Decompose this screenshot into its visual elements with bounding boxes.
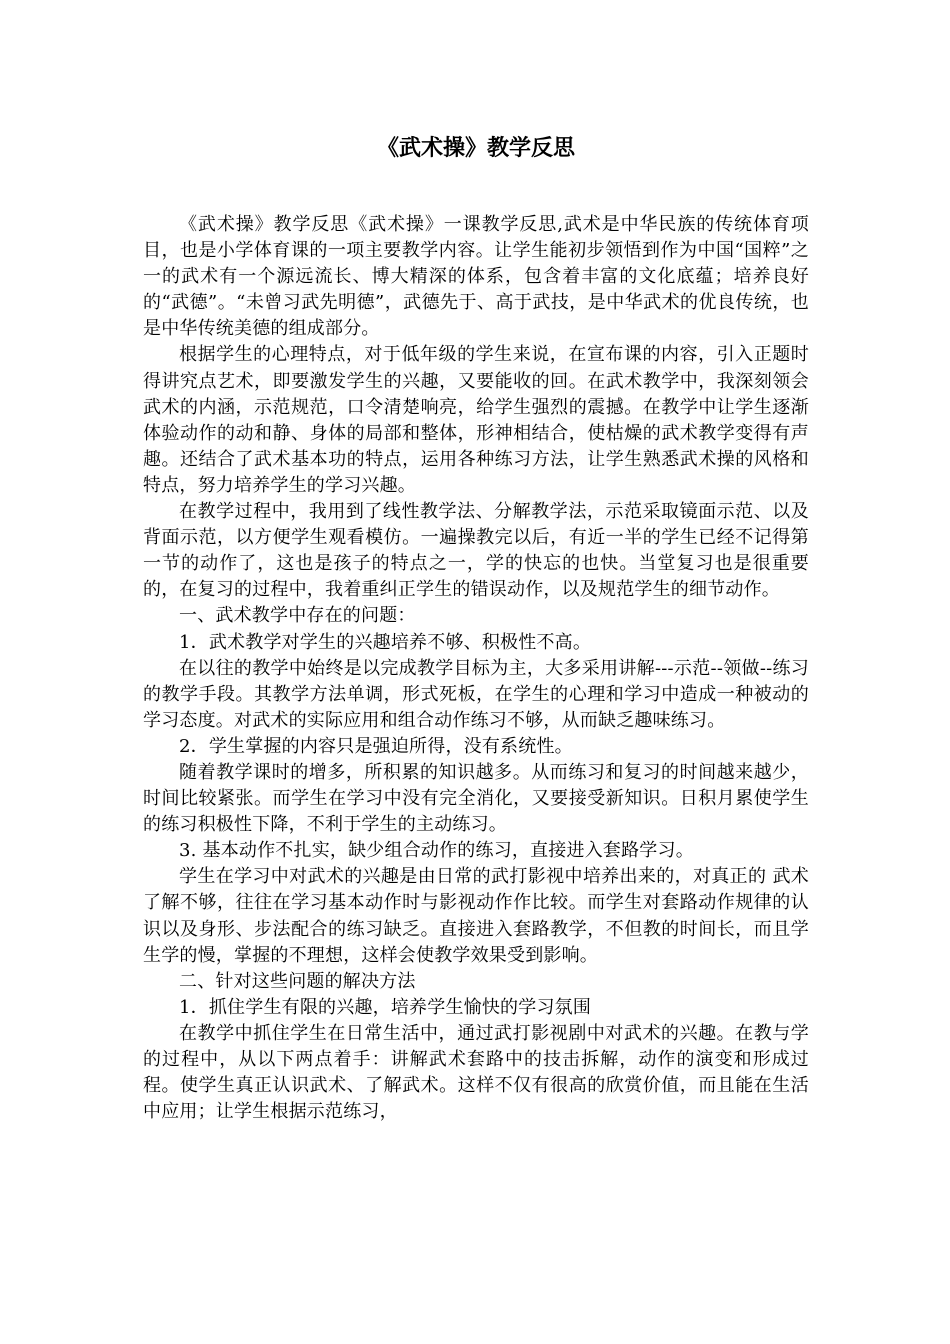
- paragraph: 《武术操》教学反思《武术操》一课教学反思,武术是中华民族的传统体育项目，也是小学体育课的一项主要教学内容。让学生能初步领悟到作为中国“国粹”之一的武术有一个源远流长、博大精深的体系，包含着丰富的文化底蕴；培养良好的“武德”。“未曾习武先明德”，武德先于、高于武技，是中华武术的优良传统，也是中华传统美德的组成部分。: [143, 214, 809, 340]
- document-body: [143, 212, 809, 1125]
- subsection-heading: 2．学生掌握的内容只是强迫所得，没有系统性。: [179, 735, 573, 757]
- section-heading: 二、针对这些问题的解决方法: [179, 970, 416, 992]
- section-heading: 一、武术教学中存在的问题：: [179, 605, 416, 627]
- paragraph: 在以往的教学中始终是以完成教学目标为主，大多采用讲解---示范--领做--练习的教学手段。其教学方法单调，形式死板，在学生的心理和学习中造成一种被动的学习态度。对武术的实际应用和组合动作练习不够，从而缺乏趣味练习。: [143, 657, 809, 731]
- subsection-heading: 1．武术教学对学生的兴趣培养不够、积极性不高。: [179, 631, 592, 653]
- paragraph: 随着教学课时的增多，所积累的知识越多。从而练习和复习的时间越来越少，时间比较紧张。而学生在学习中没有完全消化，又要接受新知识。日积月累使学生的练习积极性下降，不利于学生的主动练习。: [143, 761, 809, 836]
- paragraph: 学生在学习中对武术的兴趣是由日常的武打影视中培养出来的，对真正的 武术了解不够，往往在学习基本动作时与影视动作作比较。而学生对套路动作规律的认识以及身形、步法配合的练习缺乏。直接进入套路教学，不但教的时间长，而且学生学的慢，掌握的不理想，这样会使教学效果受到影响。: [143, 866, 809, 966]
- paragraph: 在教学过程中，我用到了线性教学法、分解教学法，示范采取镜面示范、以及背面示范，以方便学生观看模仿。一遍操教完以后，有近一半的学生已经不记得第一节的动作了，这也是孩子的特点之一，学的快忘的也快。当堂复习也是很重要的，在复习的过程中，我着重纠正学生的错误动作，以及规范学生的细节动作。: [143, 501, 809, 601]
- subsection-heading: 1．抓住学生有限的兴趣，培养学生愉快的学习氛围: [179, 996, 592, 1018]
- paragraph: 在教学中抓住学生在日常生活中，通过武打影视剧中对武术的兴趣。在教与学的过程中，从以下两点着手：讲解武术套路中的技击拆解，动作的演变和形成过程。使学生真正认识武术、了解武术。这样不仅有很高的欣赏价值，而且能在生活中应用；让学生根据示范练习，: [143, 1022, 809, 1123]
- paragraph: 根据学生的心理特点，对于低年级的学生来说，在宣布课的内容，引入正题时得讲究点艺术，即要激发学生的兴趣，又要能收的回。在武术教学中，我深刻领会武术的内涵，示范规范，口令清楚响亮，给学生强烈的震撼。在教学中让学生逐渐体验动作的动和静、身体的局部和整体，形神相结合，使枯燥的武术教学变得有声趣。还结合了武术基本功的特点，运用各种练习方法，让学生熟悉武术操的风格和特点，努力培养学生的学习兴趣。: [143, 344, 809, 496]
- subsection-heading: 3. 基本动作不扎实，缺少组合动作的练习，直接进入套路学习。: [179, 840, 694, 862]
- document-title: 《武术操》教学反思: [376, 135, 575, 161]
- document-page: [143, 128, 809, 1125]
